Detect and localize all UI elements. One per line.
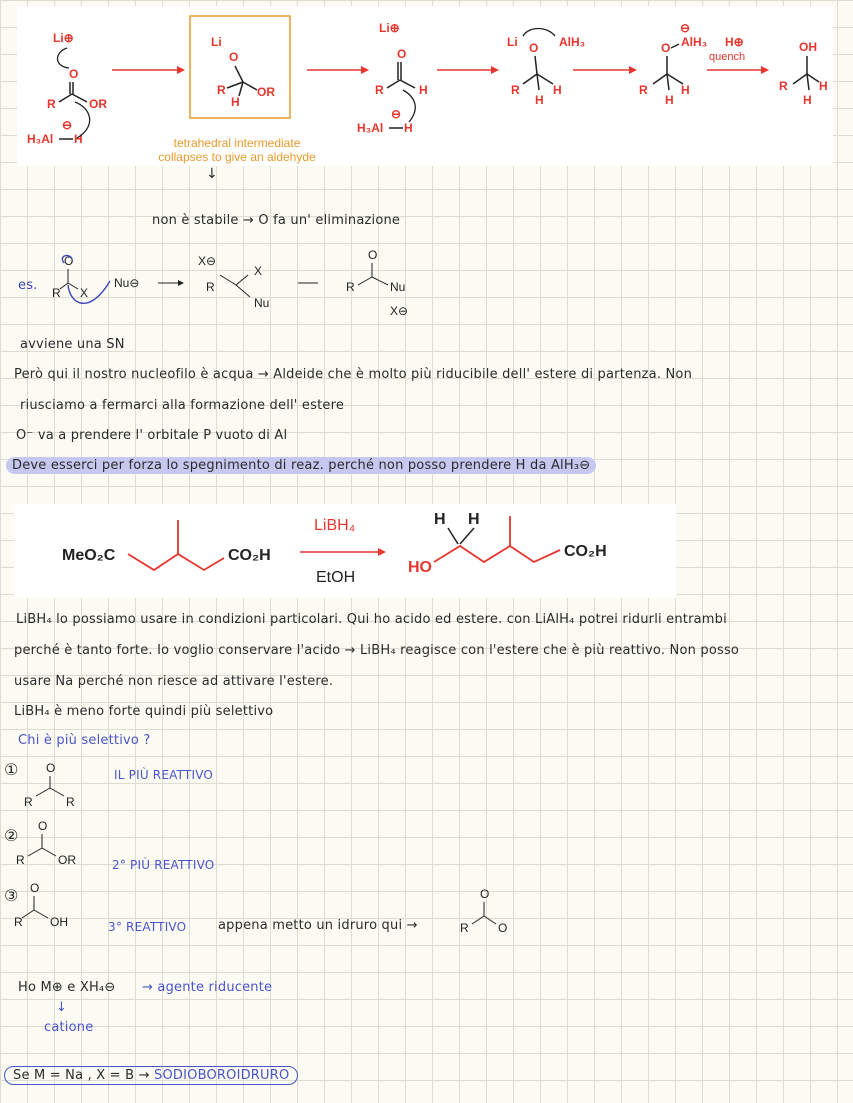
h-6a: H [819, 79, 828, 93]
question: Chi è più selettivo ? [18, 733, 151, 748]
acid-r: R [14, 915, 23, 929]
note-down-arrow: ↓ [206, 166, 218, 182]
r-5: R [639, 83, 648, 97]
sodio-label: SODIOBOROIDRURO [154, 1068, 290, 1083]
ketone-o: O [46, 761, 56, 775]
note2-p2: LiBH₄ è meno forte quindi più selettivo [14, 704, 274, 719]
es-nu3: Nu [390, 280, 406, 294]
or-1: OR [89, 97, 107, 111]
cation-arrow: ↓ [56, 1000, 68, 1015]
r-2: R [217, 83, 226, 97]
h-4b: H [535, 93, 544, 107]
oh-6: OH [799, 40, 817, 54]
ketone-r2: R [66, 795, 75, 809]
note2-p1a: LiBH₄ lo possiamo usare in condizioni particolari. Qui ho acido ed estere. con LiAlH₄ potrei ridurli entrambi [16, 612, 727, 627]
tetrahedral-note: tetrahedral intermediate collapses to give an aldehyde [158, 136, 316, 164]
o-4: O [529, 41, 539, 55]
h-2: H [231, 95, 240, 109]
right-ho: HO [408, 559, 432, 576]
note-line-1: non è stabile → O fa un' eliminazione [152, 213, 401, 228]
note-line-5: O⁻ va a prendere l' orbitale P vuoto di Al [16, 428, 288, 443]
r-3: R [375, 83, 384, 97]
r-6: R [779, 79, 788, 93]
ketone-structure [22, 760, 92, 810]
o-1: O [69, 67, 79, 81]
carboxylate-ominus: O [498, 921, 508, 935]
o-5: O [661, 41, 671, 55]
item3-num: ③ [4, 886, 19, 905]
h-3: H [419, 83, 428, 97]
agent-label: → agente riducente [142, 980, 273, 995]
h-6b: H [803, 93, 812, 107]
catione-label: catione [44, 1020, 94, 1035]
minus-3: ⊖ [391, 107, 402, 121]
es-label: es. [18, 278, 38, 293]
left-ester: MeO₂C [62, 547, 116, 564]
left-acid: CO₂H [228, 547, 271, 564]
alh3-5: AlH₃ [681, 35, 708, 49]
acid-structure [14, 880, 104, 930]
ester-or: OR [58, 853, 76, 867]
acid-o: O [30, 881, 40, 895]
o-3: O [397, 47, 407, 61]
r-4: R [511, 83, 520, 97]
h-5b: H [665, 93, 674, 107]
li-plus-1: Li⊕ [53, 31, 74, 45]
h3al-1: H₃Al [27, 132, 54, 146]
ester-structure [14, 818, 104, 868]
right-h2: H [468, 511, 480, 528]
es-r3: R [346, 280, 355, 294]
note2-p1b: perché è tanto forte. Io voglio conservare l'acido → LiBH₄ reagisce con l'estere che è più reattivo. Non posso [14, 643, 740, 658]
li-2: Li [211, 35, 222, 49]
acid-oh: OH [50, 915, 68, 929]
item2-num: ② [4, 826, 19, 845]
carboxylate-r: R [460, 921, 469, 935]
item2-label: 2° PIÙ REATTIVO [112, 858, 215, 872]
es-xminus: X⊖ [390, 304, 409, 318]
reagent: LiBH₄ [314, 517, 356, 534]
carboxylate-structure [456, 886, 526, 936]
minus-5: ⊖ [680, 21, 691, 35]
mechanism-panel [17, 6, 833, 166]
right-acid: CO₂H [564, 543, 607, 560]
item1-num: ① [4, 760, 19, 779]
ho-line: Ho M⊕ e XH₄⊖ [18, 980, 116, 995]
carboxylate-o: O [480, 887, 490, 901]
es-nu-mid: Nu [254, 296, 270, 310]
or-2: OR [257, 85, 275, 99]
h-plus: H⊕ [725, 35, 744, 49]
ester-r: R [16, 853, 25, 867]
h-5a: H [681, 83, 690, 97]
item1-label: IL PIÙ REATTIVO [114, 768, 214, 782]
es-o: O [64, 254, 74, 268]
item3-label: 3° REATTIVO [108, 920, 187, 934]
se-arrow: → [138, 1068, 155, 1083]
ketone-r1: R [24, 795, 33, 809]
note2-p1c: usare Na perché non riesce ad attivare l'estere. [14, 674, 334, 689]
note-line-3: Però qui il nostro nucleofilo è acqua → Aldeide che è molto più riducibile dell' estere di partenza. Non [14, 367, 693, 382]
li-plus-3: Li⊕ [379, 21, 400, 35]
es-r2: R [206, 280, 215, 294]
h-1: H [74, 132, 83, 146]
li-4: Li [507, 35, 518, 49]
alh3-4: AlH₃ [559, 35, 586, 49]
solvent: EtOH [316, 569, 356, 586]
right-h1: H [434, 511, 446, 528]
es-scheme [50, 245, 430, 320]
libh4-reaction [14, 504, 676, 598]
r-1: R [47, 97, 56, 111]
h-3b: H [404, 121, 413, 135]
note-line-4: riusciamo a fermarci alla formazione dell' estere [20, 398, 345, 413]
se-oval [4, 1066, 298, 1085]
ester-o: O [38, 819, 48, 833]
minus-1: ⊖ [62, 118, 73, 132]
o-2: O [229, 50, 239, 64]
quench-label: quench [709, 51, 746, 63]
note-line-6 [6, 458, 596, 473]
h-4a: H [553, 83, 562, 97]
highlight-line-6: Deve esserci per forza lo spegnimento di reaz. perché non posso prendere H da AlH₃⊖ [6, 457, 596, 474]
es-x2: X [254, 264, 263, 278]
mechanism-scheme [17, 6, 833, 166]
es-r: R [52, 286, 61, 300]
h3al-3: H₃Al [357, 121, 384, 135]
es-o-minus: X⊖ [198, 254, 217, 268]
note-line-2: avviene una SN [20, 337, 125, 352]
se-text: Se M = Na , X = B [13, 1068, 135, 1083]
item3-note: appena metto un idruro qui → [218, 918, 418, 933]
se-line [4, 1068, 298, 1083]
es-x: X [80, 286, 89, 300]
es-o3: O [368, 248, 378, 262]
es-nu: Nu⊖ [114, 276, 140, 290]
libh4-reaction-panel [14, 504, 676, 598]
